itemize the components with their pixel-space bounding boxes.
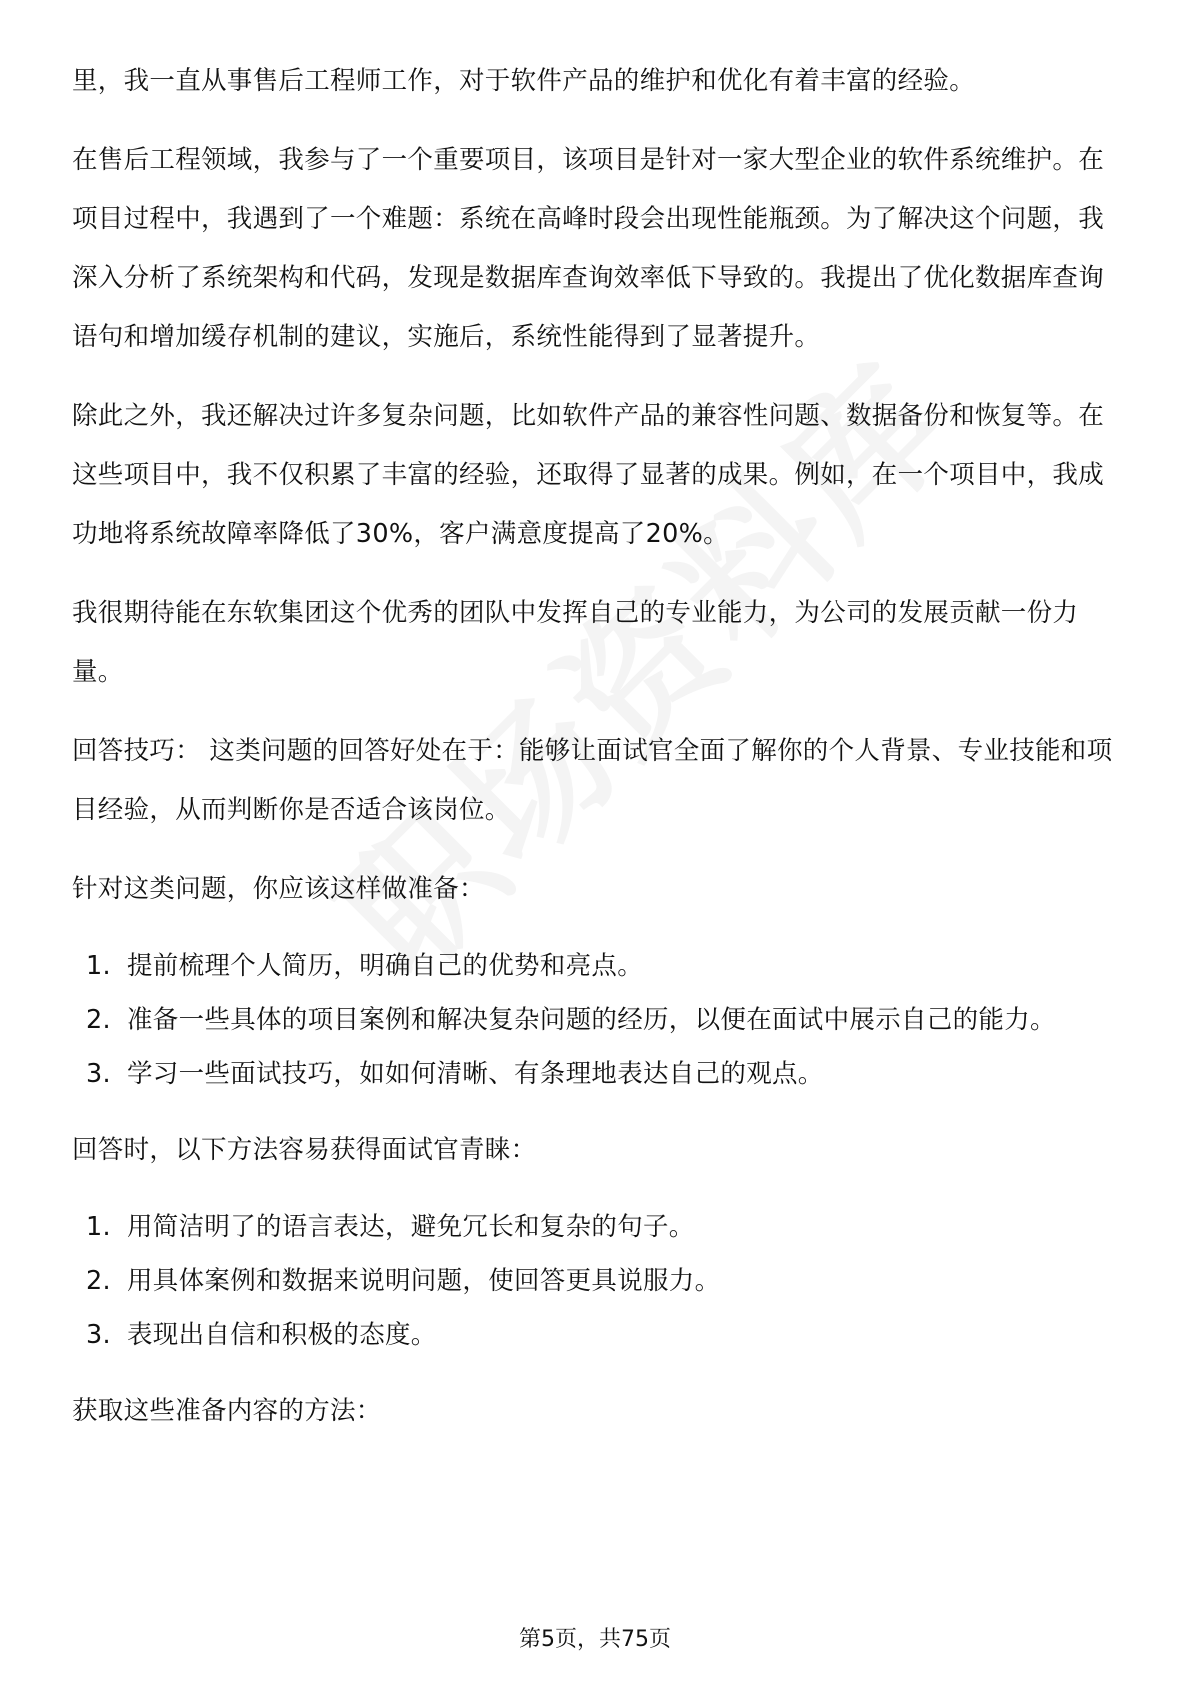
list-item-text: 用具体案例和数据来说明问题，使回答更具说服力。 [127, 1266, 721, 1296]
page-number-footer: 第5页，共75页 [519, 1627, 671, 1652]
list-number: 1. [86, 1212, 111, 1242]
paragraph-project-experience: 在售后工程领域，我参与了一个重要项目，该项目是针对一家大型企业的软件系统维护。在项目过程中，我遇到了一个难题：系统在高峰时段会出现性能瓶颈。为了解决这个问题，我深入分析了系统架构和代码，发现是数据库查询效率低下导致的。我提出了优化数据库查询语句和增加缓存机制的建议，实施后，系统性能得到了显著提升。 [72, 145, 1105, 352]
paragraph-preparation-heading: 针对这类问题，你应该这样做准备： [72, 874, 485, 904]
list-item-text: 表现出自信和积极的态度。 [127, 1320, 437, 1350]
paragraph-intro-continuation: 里，我一直从事售后工程师工作，对于软件产品的维护和优化有着丰富的经验。 [72, 66, 976, 96]
list-item-text: 提前梳理个人简历，明确自己的优势和亮点。 [127, 951, 644, 981]
list-item [72, 993, 1122, 1047]
paragraph-obtain-content-heading: 获取这些准备内容的方法： [72, 1396, 382, 1426]
list-item [72, 939, 1122, 993]
paragraph-answer-tips: 回答技巧： 这类问题的回答好处在于：能够让面试官全面了解你的个人背景、专业技能和项目经验，从而判断你是否适合该岗位。 [72, 736, 1113, 825]
paragraph-expectation: 我很期待能在东软集团这个优秀的团队中发挥自己的专业能力，为公司的发展贡献一份力量。 [72, 598, 1079, 687]
list-item-text: 用简洁明了的语言表达，避免冗长和复杂的句子。 [127, 1212, 695, 1242]
paragraph-achievements: 除此之外，我还解决过许多复杂问题，比如软件产品的兼容性问题、数据备份和恢复等。在这些项目中，我不仅积累了丰富的经验，还取得了显著的成果。例如，在一个项目中，我成功地将系统故障率降低了30%，客户满意度提高了20%。 [72, 401, 1105, 549]
list-number: 1. [86, 951, 111, 981]
list-number: 2. [86, 1005, 111, 1035]
list-number: 3. [86, 1320, 111, 1350]
list-item [72, 1308, 1122, 1362]
list-item-text: 学习一些面试技巧，如如何清晰、有条理地表达自己的观点。 [127, 1059, 824, 1089]
list-number: 2. [86, 1266, 111, 1296]
list-item [72, 1047, 1122, 1101]
paragraph-answer-methods-heading: 回答时，以下方法容易获得面试官青睐： [72, 1135, 537, 1165]
answer-methods-list [72, 1200, 1122, 1362]
list-item-text: 准备一些具体的项目案例和解决复杂问题的经历，以便在面试中展示自己的能力。 [127, 1005, 1056, 1035]
preparation-list [72, 939, 1122, 1101]
list-item [72, 1200, 1122, 1254]
document-body [72, 52, 1122, 1461]
list-number: 3. [86, 1059, 111, 1089]
list-item [72, 1254, 1122, 1308]
